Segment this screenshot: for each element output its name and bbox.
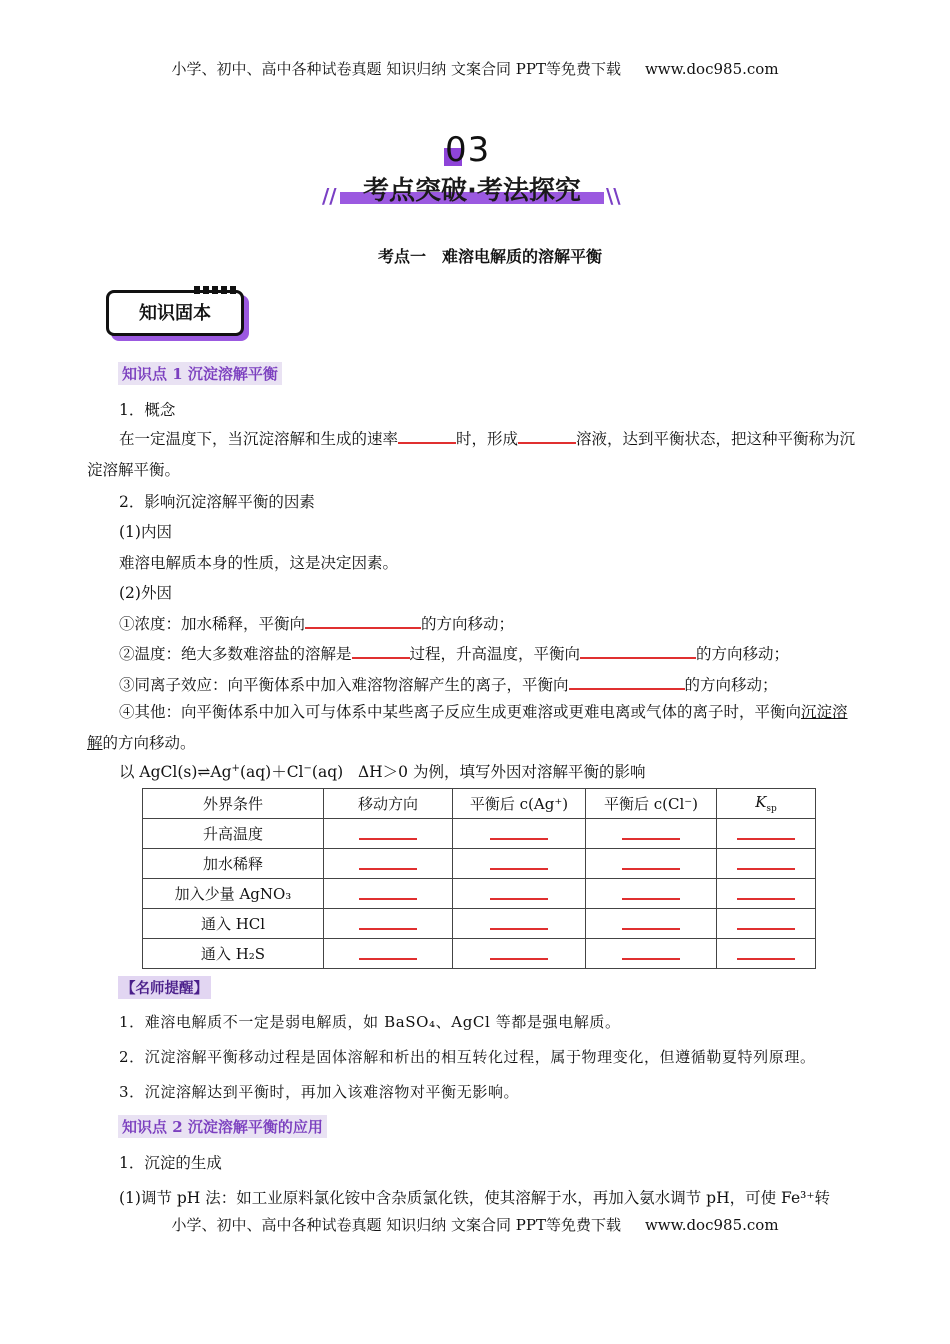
knowledge-badge xyxy=(106,286,246,336)
tip-2: 2．沉淀溶解平衡移动过程是固体溶解和析出的相互转化过程，属于物理变化，但遵循勒夏特列原理。 xyxy=(119,1048,816,1066)
blank-temperature-direction[interactable] xyxy=(580,641,696,659)
table-row xyxy=(143,879,816,909)
table-blank[interactable] xyxy=(737,884,795,900)
influence-table xyxy=(142,788,816,969)
blank-concentration-direction[interactable] xyxy=(305,611,421,629)
table-blank[interactable] xyxy=(359,824,417,840)
badge-dots-decoration xyxy=(194,286,238,294)
table-blank[interactable] xyxy=(359,884,417,900)
tip-1: 1．难溶电解质不一定是弱电解质，如 BaSO₄、AgCl 等都是强电解质。 xyxy=(119,1013,621,1031)
concept-paragraph: 在一定温度下，当沉淀溶解和生成的速率 时，形成 溶液，达到平衡状态，把这种平衡称为沉淀溶解平衡。 xyxy=(87,424,863,486)
factor-concentration: ①浓度：加水稀释，平衡向 的方向移动； xyxy=(119,611,514,634)
badge-label: 知识固本 xyxy=(139,303,211,324)
table-blank[interactable] xyxy=(622,854,680,870)
chapter-number: 03 xyxy=(445,130,491,170)
teacher-tip-badge: 【名师提醒】 xyxy=(118,976,211,999)
table-condition-cell: 通入 H₂S xyxy=(143,939,324,969)
table-blank[interactable] xyxy=(490,944,548,960)
table-blank[interactable] xyxy=(490,914,548,930)
table-blank[interactable] xyxy=(359,944,417,960)
page-footer xyxy=(0,1214,950,1235)
page-header xyxy=(0,58,950,79)
blank-dissolution-process[interactable] xyxy=(352,641,410,659)
factor-other: ④其他：向平衡体系中加入可与体系中某些离子反应生成更难溶或更难电离或气体的离子时，平衡向沉淀溶解的方向移动。 xyxy=(87,703,848,752)
table-header-row xyxy=(143,789,816,819)
table-row xyxy=(143,819,816,849)
right-slash-decoration: \\ xyxy=(606,184,621,208)
header-url[interactable]: www.doc985.com xyxy=(644,60,779,78)
equilibrium-arrow: ⇌ xyxy=(197,763,211,781)
table-blank[interactable] xyxy=(622,914,680,930)
table-row xyxy=(143,939,816,969)
table-header-cell: 外界条件 xyxy=(143,789,324,819)
table-blank[interactable] xyxy=(737,824,795,840)
example-equation: 以 AgCl(s)⇌Ag+(aq)＋Cl−(aq) ΔH＞0 为例，填写外因对溶解平衡的影响 xyxy=(119,762,646,781)
footer-url[interactable]: www.doc985.com xyxy=(644,1216,779,1234)
table-header-cell: 平衡后 c(Ag⁺) xyxy=(453,789,586,819)
table-header-cell: 移动方向 xyxy=(324,789,453,819)
internal-heading: (1)内因 xyxy=(119,523,172,541)
table-blank[interactable] xyxy=(490,854,548,870)
table-blank[interactable] xyxy=(490,884,548,900)
table-row xyxy=(143,849,816,879)
chapter-banner xyxy=(0,128,950,218)
table-blank[interactable] xyxy=(622,944,680,960)
blank-rate[interactable] xyxy=(398,426,456,444)
banner-title: 考点突破·考法探究 xyxy=(363,176,581,206)
section-name: 难溶电解质的溶解平衡 xyxy=(442,247,603,266)
factor-temperature: ②温度：绝大多数难溶盐的溶解是 过程，升高温度，平衡向 的方向移动； xyxy=(119,641,789,664)
table-condition-cell: 通入 HCl xyxy=(143,909,324,939)
blank-common-ion-direction[interactable] xyxy=(569,672,685,690)
factor-common-ion: ③同离子效应：向平衡体系中加入难溶物溶解产生的离子，平衡向 的方向移动； xyxy=(119,672,778,695)
factors-heading: 2．影响沉淀溶解平衡的因素 xyxy=(119,493,315,511)
table-row xyxy=(143,909,816,939)
table-blank[interactable] xyxy=(359,854,417,870)
external-heading: (2)外因 xyxy=(119,584,172,602)
left-slash-decoration: // xyxy=(322,184,337,208)
table-blank[interactable] xyxy=(737,944,795,960)
concept-heading: 1．概念 xyxy=(119,401,176,419)
table-condition-cell: 升高温度 xyxy=(143,819,324,849)
precipitation-heading: 1．沉淀的生成 xyxy=(119,1154,222,1172)
table-blank[interactable] xyxy=(359,914,417,930)
table-blank[interactable] xyxy=(737,914,795,930)
table-condition-cell: 加水稀释 xyxy=(143,849,324,879)
table-condition-cell: 加入少量 AgNO₃ xyxy=(143,879,324,909)
knowledge-point-1-title: 知识点 1 沉淀溶解平衡 xyxy=(118,362,282,385)
table-blank[interactable] xyxy=(622,824,680,840)
table-blank[interactable] xyxy=(490,824,548,840)
blank-solution[interactable] xyxy=(518,426,576,444)
footer-text: 小学、初中、高中各种试卷真题 知识归纳 文案合同 PPT等免费下载 xyxy=(171,1216,621,1234)
ph-method-text: (1)调节 pH 法：如工业原料氯化铵中含杂质氯化铁，使其溶解于水，再加入氨水调节 pH，可使 Fe³⁺转 xyxy=(119,1189,831,1207)
section-label: 考点一 xyxy=(377,247,426,266)
internal-text: 难溶电解质本身的性质，这是决定因素。 xyxy=(119,554,399,572)
table-header-cell: $K_{sp}$ xyxy=(717,789,816,819)
table-blank[interactable] xyxy=(622,884,680,900)
table-blank[interactable] xyxy=(737,854,795,870)
knowledge-point-2-title: 知识点 2 沉淀溶解平衡的应用 xyxy=(118,1115,327,1138)
tip-3: 3．沉淀溶解达到平衡时，再加入该难溶物对平衡无影响。 xyxy=(119,1083,520,1101)
section-title xyxy=(0,244,950,267)
header-text: 小学、初中、高中各种试卷真题 知识归纳 文案合同 PPT等免费下载 xyxy=(171,60,621,78)
table-header-cell: 平衡后 c(Cl⁻) xyxy=(586,789,717,819)
